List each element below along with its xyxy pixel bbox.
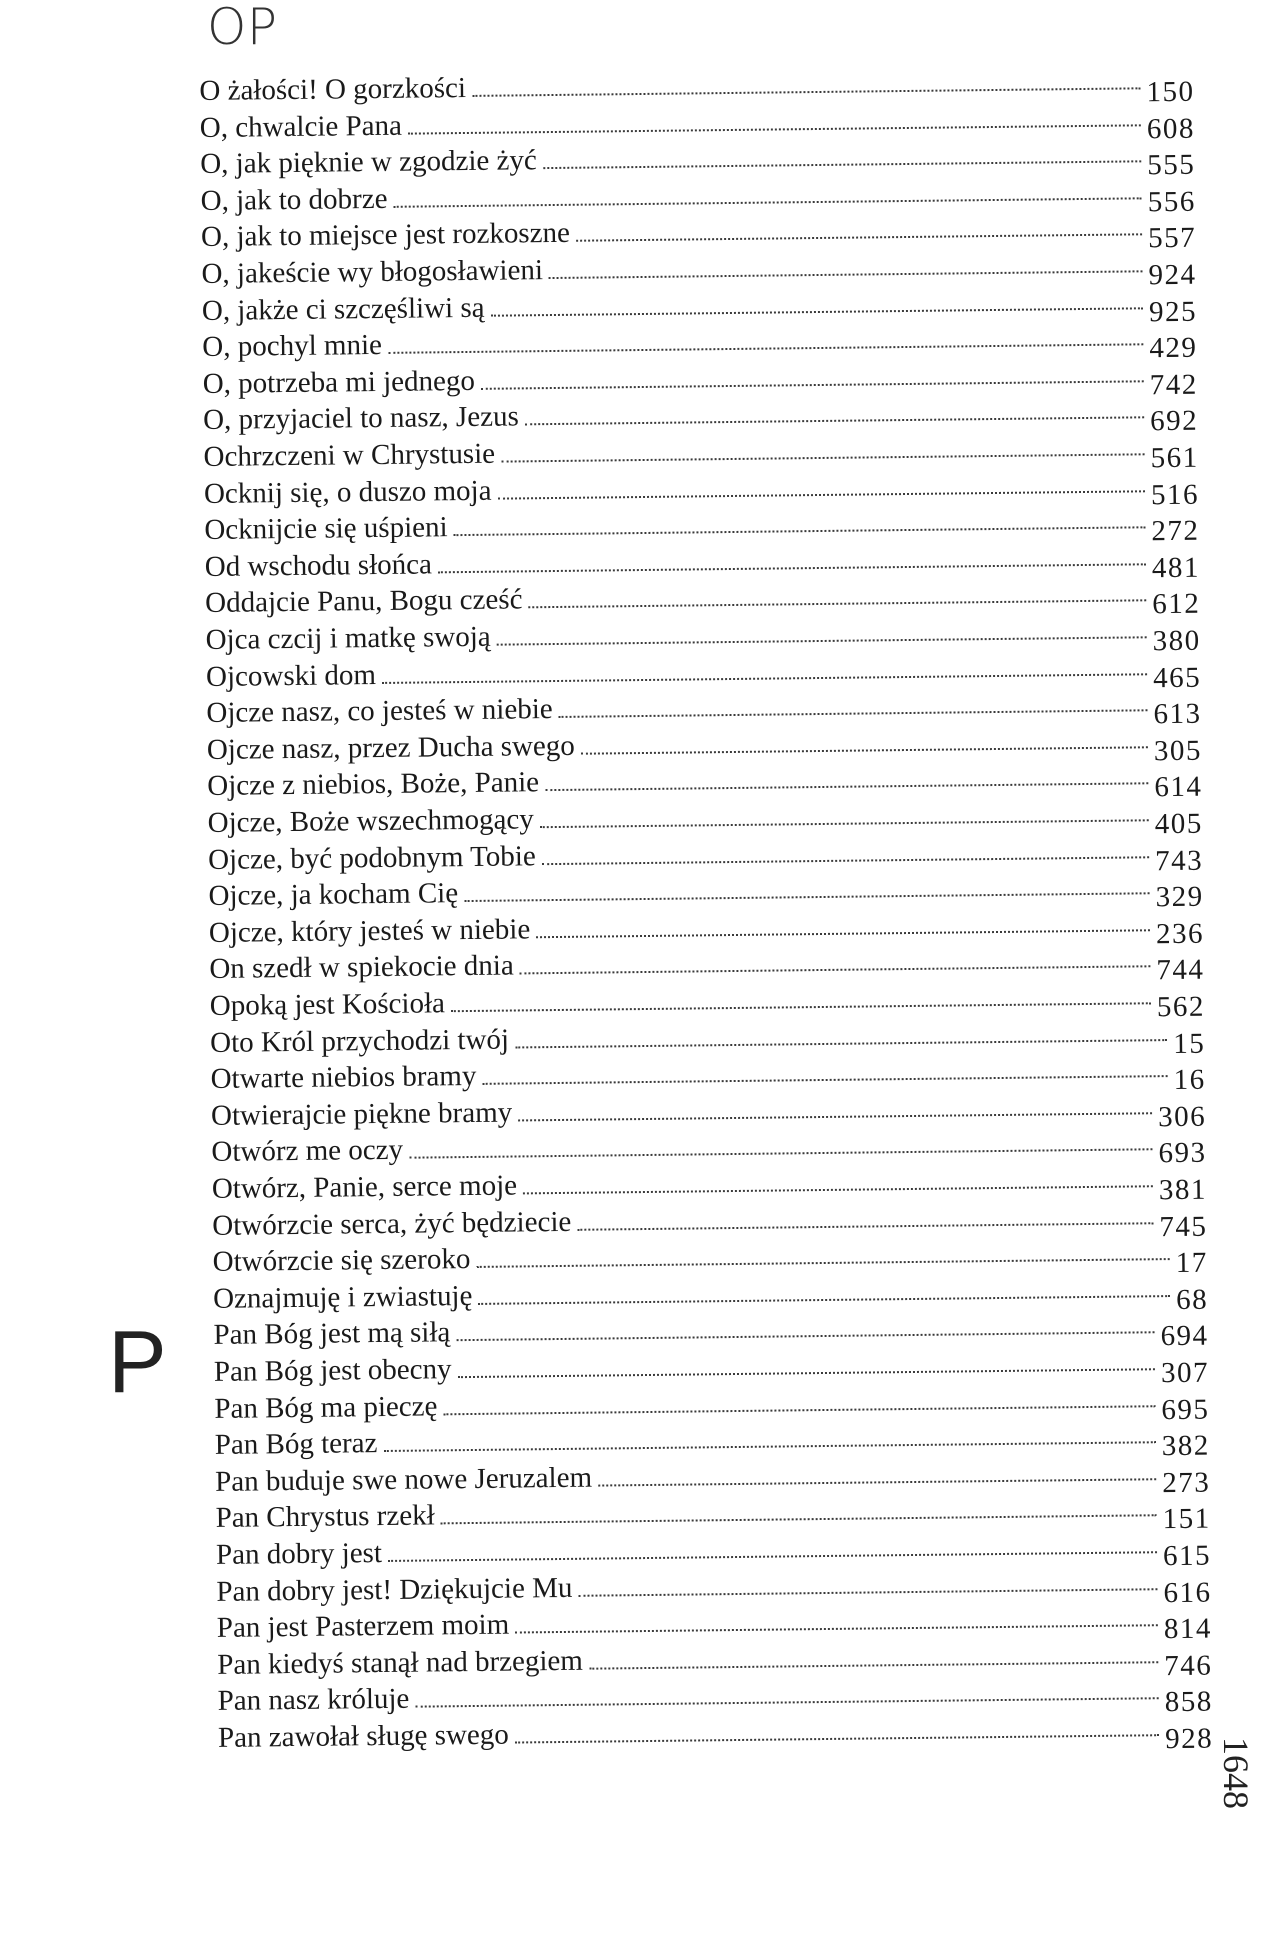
dot-leader xyxy=(394,197,1142,207)
entry-title: Ojcze nasz, co jesteś w niebie xyxy=(206,693,553,730)
dot-leader xyxy=(441,1515,1157,1525)
entry-page: 16 xyxy=(1173,1063,1206,1097)
entry-page: 614 xyxy=(1154,771,1203,804)
entry-title: Pan Bóg jest mą siłą xyxy=(213,1316,451,1352)
entry-page: 305 xyxy=(1153,734,1203,768)
dot-leader xyxy=(577,1222,1153,1231)
entry-title: Otwórzcie serca, żyć będziecie xyxy=(212,1205,572,1242)
entry-title: O żałości! O gorzkości xyxy=(199,71,467,108)
entry-page: 557 xyxy=(1147,222,1197,255)
dot-leader xyxy=(529,600,1147,609)
entry-title: O, jak to miejsce jest rozkoszne xyxy=(200,217,571,254)
entry-page: 743 xyxy=(1155,844,1204,877)
entry-title: Pan dobry jest! Dziękujcie Mu xyxy=(216,1571,573,1608)
dot-leader xyxy=(409,1149,1152,1159)
entry-title: Ojcze z niebios, Boże, Panie xyxy=(207,766,540,803)
dot-leader xyxy=(542,856,1149,865)
entry-title: Otwarte niebios bramy xyxy=(210,1060,477,1096)
dot-leader xyxy=(382,673,1147,684)
entry-title: Pan buduje swe nowe Jeruzalem xyxy=(214,1461,593,1498)
entry-page: 151 xyxy=(1162,1503,1211,1536)
dot-leader xyxy=(540,819,1149,828)
dot-leader xyxy=(388,343,1143,354)
dot-leader xyxy=(438,563,1146,573)
entry-page: 613 xyxy=(1153,697,1202,731)
entry-page: 272 xyxy=(1151,514,1200,548)
entry-page: 329 xyxy=(1155,880,1204,914)
dot-leader xyxy=(598,1478,1156,1486)
dot-leader xyxy=(536,929,1150,938)
entry-title: Pan Chrystus rzekł xyxy=(215,1499,435,1535)
entry-title: Pan Bóg ma pieczę xyxy=(214,1389,438,1425)
page-number: 1648 xyxy=(1216,1737,1256,1809)
dot-leader xyxy=(520,966,1151,975)
entry-title: Ojcze, być podobnym Tobie xyxy=(207,839,536,876)
entry-page: 556 xyxy=(1147,185,1196,219)
entry-title: On szedł w spiekocie dnia xyxy=(209,949,514,986)
dot-leader xyxy=(408,124,1141,134)
entry-page: 516 xyxy=(1150,478,1200,511)
entry-title: Pan nasz króluje xyxy=(217,1683,410,1718)
entry-page: 693 xyxy=(1158,1137,1207,1170)
dot-leader xyxy=(545,783,1148,792)
entry-page: 692 xyxy=(1150,405,1199,438)
dot-leader xyxy=(525,417,1144,426)
entry-page: 306 xyxy=(1157,1100,1207,1133)
entry-page: 695 xyxy=(1161,1393,1210,1426)
dot-leader xyxy=(464,892,1149,902)
entry-page: 746 xyxy=(1164,1649,1213,1682)
entry-title: Ojcze, ja kocham Cię xyxy=(208,877,459,913)
dot-leader xyxy=(476,1258,1169,1268)
entry-page: 925 xyxy=(1148,295,1198,328)
entry-page: 924 xyxy=(1148,258,1197,292)
entry-title: Oddajcie Panu, Bogu cześć xyxy=(205,583,523,620)
entry-page: 381 xyxy=(1158,1173,1208,1207)
entry-page: 745 xyxy=(1159,1210,1208,1243)
dot-leader xyxy=(454,526,1146,536)
dot-leader xyxy=(515,1734,1159,1743)
section-header: OP xyxy=(207,0,278,56)
entry-page: 150 xyxy=(1146,75,1195,109)
dot-leader xyxy=(523,1185,1153,1194)
entry-page: 15 xyxy=(1173,1027,1206,1060)
entry-page: 928 xyxy=(1164,1722,1214,1756)
entry-title: Otwórz me oczy xyxy=(211,1134,404,1169)
entry-title: Ojcze, Boże wszechmogący xyxy=(207,803,534,839)
dot-leader xyxy=(415,1698,1158,1708)
entry-title: Otwierajcie piękne bramy xyxy=(210,1096,513,1132)
dot-leader xyxy=(472,87,1140,97)
entry-page: 742 xyxy=(1149,368,1198,402)
entry-title: Pan Bóg jest obecny xyxy=(213,1353,452,1388)
entry-page: 561 xyxy=(1150,441,1199,475)
dot-leader xyxy=(443,1405,1155,1415)
entry-title: Ojcze nasz, przez Ducha swego xyxy=(206,729,575,766)
entry-title: Otwórzcie się szeroko xyxy=(212,1243,471,1279)
entry-title: O, jakeście wy błogosławieni xyxy=(201,254,544,290)
entry-title: Ojcze, który jesteś w niebie xyxy=(208,913,531,949)
entry-page: 615 xyxy=(1162,1539,1212,1573)
entry-title: Pan Bóg teraz xyxy=(214,1427,378,1462)
entry-title: O, przyjaciel to nasz, Jezus xyxy=(202,400,519,437)
index-list xyxy=(0,60,1275,1894)
dot-leader xyxy=(498,490,1145,499)
dot-leader xyxy=(388,1551,1157,1562)
entry-page: 17 xyxy=(1175,1246,1208,1280)
dot-leader xyxy=(518,1112,1152,1121)
dot-leader xyxy=(481,380,1144,390)
dot-leader xyxy=(478,1295,1170,1305)
dot-leader xyxy=(515,1624,1158,1633)
entry-page: 236 xyxy=(1155,917,1205,951)
entry-page: 608 xyxy=(1146,112,1196,145)
entry-title: O, potrzeba mi jednego xyxy=(202,364,476,400)
dot-leader xyxy=(581,746,1148,754)
entry-page: 562 xyxy=(1156,990,1206,1024)
entry-page: 616 xyxy=(1163,1576,1212,1609)
entry-title: Ojca czcij i matkę swoją xyxy=(205,620,491,656)
dot-leader xyxy=(559,709,1148,718)
dot-leader xyxy=(384,1441,1156,1452)
dot-leader xyxy=(497,636,1147,645)
entry-page: 380 xyxy=(1152,624,1201,658)
entry-page: 405 xyxy=(1154,807,1203,841)
entry-page: 465 xyxy=(1152,661,1202,694)
entry-title: O, jak pięknie w zgodzie żyć xyxy=(200,144,537,181)
dot-leader xyxy=(578,1588,1157,1597)
dot-leader xyxy=(576,234,1142,242)
entry-title: Od wschodu słońca xyxy=(204,548,433,583)
entry-page: 858 xyxy=(1164,1686,1213,1719)
dot-leader xyxy=(549,270,1143,279)
letter-marker: P xyxy=(108,1312,167,1411)
entry-title: Ocknij się, o duszo moja xyxy=(203,474,492,510)
entry-title: Ojcowski dom xyxy=(205,658,377,693)
entry-page: 555 xyxy=(1147,148,1196,182)
entry-title: Oznajmuję i zwiastuję xyxy=(212,1279,473,1315)
entry-page: 814 xyxy=(1163,1612,1213,1646)
dot-leader xyxy=(515,1039,1167,1048)
dot-leader xyxy=(491,307,1143,316)
entry-page: 68 xyxy=(1175,1283,1209,1316)
entry-page: 429 xyxy=(1149,331,1198,365)
entry-title: Pan zawołał sługę swego xyxy=(217,1718,509,1754)
entry-title: Oto Król przychodzi twój xyxy=(210,1023,510,1059)
entry-title: O, jak to dobrze xyxy=(200,182,388,217)
entry-title: O, pochyl mnie xyxy=(202,329,383,364)
dot-leader xyxy=(451,1002,1151,1012)
entry-page: 694 xyxy=(1160,1320,1209,1353)
entry-page: 382 xyxy=(1161,1429,1211,1463)
entry-page: 612 xyxy=(1152,588,1201,621)
entry-title: O, jakże ci szczęśliwi są xyxy=(201,291,485,327)
dot-leader xyxy=(589,1661,1158,1669)
dot-leader xyxy=(501,453,1144,462)
dot-leader xyxy=(458,1368,1155,1378)
dot-leader xyxy=(543,161,1141,170)
entry-page: 273 xyxy=(1162,1466,1211,1499)
dot-leader xyxy=(482,1075,1167,1085)
entry-title: Ocknijcie się uśpieni xyxy=(204,511,448,547)
entry-title: Pan jest Pasterzem moim xyxy=(216,1608,510,1645)
entry-title: Opoką jest Kościoła xyxy=(209,987,446,1022)
entry-title: Ochrzczeni w Chrystusie xyxy=(203,437,496,473)
entry-title: O, chwalcie Pana xyxy=(199,109,403,144)
entry-title: Pan dobry jest xyxy=(215,1537,383,1571)
entry-title: Otwórz, Panie, serce moje xyxy=(211,1169,518,1205)
entry-page: 744 xyxy=(1156,954,1205,987)
entry-page: 307 xyxy=(1160,1356,1210,1390)
dot-leader xyxy=(456,1332,1154,1342)
entry-title: Pan kiedyś stanął nad brzegiem xyxy=(217,1644,584,1681)
entry-page: 481 xyxy=(1151,551,1201,585)
